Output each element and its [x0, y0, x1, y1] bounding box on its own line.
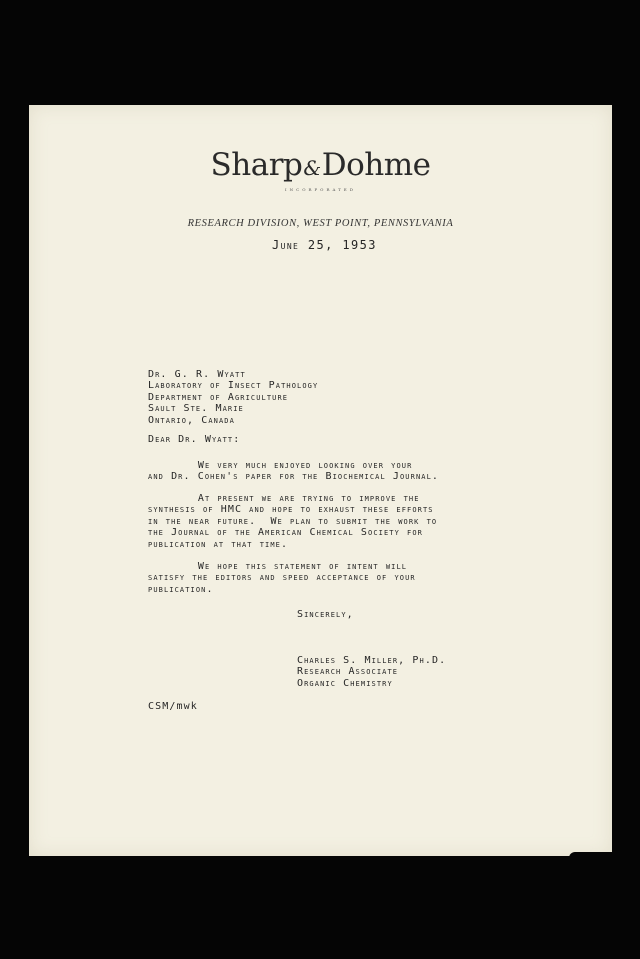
- letter-page: [29, 105, 612, 856]
- letter-date: June 25, 1953: [272, 238, 377, 252]
- recipient-line: Sault Ste. Marie: [148, 403, 244, 415]
- paper-torn-corner: [569, 852, 615, 862]
- body-paragraph: We very much enjoyed looking over your and Dr. Cohen's paper for the Biochemical Journal.: [148, 460, 440, 483]
- company-logo: [29, 147, 612, 183]
- recipient-line: Ontario, Canada: [148, 414, 235, 426]
- logo-incorporated: INCORPORATED: [285, 187, 356, 192]
- signature-department: Organic Chemistry: [297, 677, 393, 689]
- signature-block: [297, 655, 446, 689]
- body-paragraph: We hope this statement of intent will satisfy the editors and speed acceptance of your publication.: [148, 561, 416, 595]
- logo-word-left: Sharp: [210, 147, 303, 183]
- logo-word-right: Dohme: [321, 147, 431, 183]
- typist-initials: CSM/mwk: [148, 701, 198, 712]
- letterhead-division: RESEARCH DIVISION, WEST POINT, PENNSYLVANIA: [187, 218, 454, 229]
- recipient-line: Department of Agriculture: [148, 391, 289, 403]
- salutation: Dear Dr. Wyatt:: [148, 434, 241, 445]
- recipient-line: Laboratory of Insect Pathology: [148, 380, 319, 392]
- closing: Sincerely,: [297, 609, 354, 620]
- recipient-line: Dr. G. R. Wyatt: [148, 369, 246, 380]
- logo-ampersand: &: [303, 156, 321, 180]
- signature-title: Research Associate: [297, 666, 399, 678]
- recipient-address: [148, 369, 318, 426]
- signature-name: Charles S. Miller, Ph.D.: [297, 655, 447, 666]
- body-paragraph: At present we are trying to improve the synthesis of HMC and hope to exhaust these efforts in the near future. We plan to submit the work to the Journal of the American Chemical Society for publication at that time.: [148, 493, 438, 550]
